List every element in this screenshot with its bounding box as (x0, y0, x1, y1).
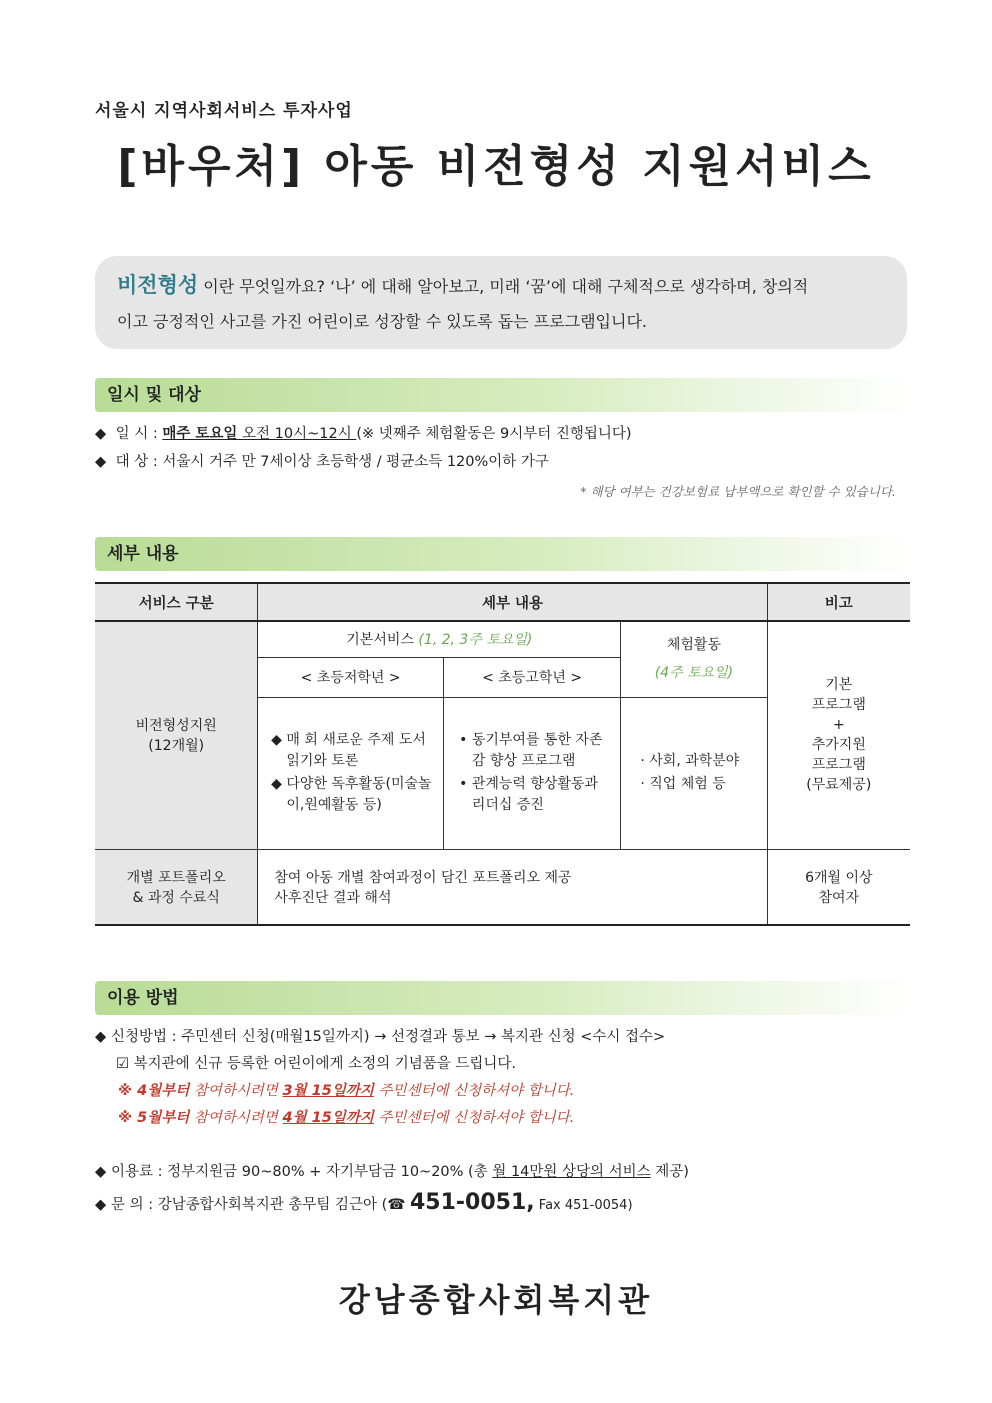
diamond-icon: ◆ (95, 1164, 107, 1180)
footer-org-name: 강남종합사회복지관 (338, 1281, 654, 1319)
list-item: ◆ 매 회 새로운 주제 도서 읽기와 토론 (286, 730, 432, 772)
details-heading: 세부 내용 (95, 537, 910, 571)
contact-text: 문 의 : 강남종합사회복지관 총무팀 김근아 ( (111, 1197, 388, 1213)
usage-note-1 (118, 1079, 574, 1100)
note1-end: 주민센터에 신청하셔야 합니다. (373, 1083, 575, 1099)
list-item: ◆ 다양한 독후활동(미술놀이,원예활동 등) (286, 774, 432, 816)
note1-deadline: 3월 15일까지 (282, 1083, 374, 1099)
row2-service (95, 849, 258, 925)
diamond-icon: ◆ (95, 454, 107, 470)
apply-text: 신청방법 : 주민센터 신청(매월15일까지) → 선정결과 통보 → 복지관 신청 <수시 접수> (111, 1029, 666, 1045)
diamond-icon: ◆ (95, 1029, 107, 1045)
diamond-icon: ◆ (95, 426, 107, 442)
row2-note-line: 참여자 (818, 889, 860, 906)
usage-gift-line (116, 1052, 516, 1073)
row1-service-name: 비전형성지원 (135, 718, 217, 735)
note2-end: 주민센터에 신청하셔야 합니다. (373, 1110, 575, 1126)
fee-underline: 월 14만원 상당의 서비스 (492, 1164, 651, 1180)
col-note: 비고 (767, 583, 910, 621)
activity-days: (4주 토요일) (654, 665, 734, 682)
col-service: 서비스 구분 (95, 583, 258, 621)
date-strong: 매주 토요일 (162, 426, 238, 442)
intro-line-2: 이고 긍정적인 사고를 가진 어린이로 성장할 수 있도록 돕는 프로그램입니다. (117, 312, 647, 331)
note2-deadline: 4월 15일까지 (282, 1110, 374, 1126)
note1-text: 참여하시려면 (189, 1083, 283, 1099)
schedule-footnote: * 해당 여부는 건강보험료 납부액으로 확인할 수 있습니다. (580, 484, 896, 499)
note-line: (무료제공) (806, 777, 872, 794)
note2-month: ※ 5월부터 (118, 1110, 190, 1126)
usage-heading: 이용 방법 (95, 981, 910, 1015)
intro-line-1 (117, 268, 893, 304)
row2-detail (258, 849, 767, 925)
row2-detail-line: 참여 아동 개별 참여과정이 담긴 포트폴리오 제공 (274, 869, 572, 886)
schedule-date-line (95, 422, 632, 443)
fax-number: Fax 451-0054) (534, 1198, 633, 1213)
row1-note (767, 621, 910, 849)
usage-apply-line (95, 1025, 665, 1046)
activity-items (621, 697, 767, 849)
list-item: • 관계능력 향상활동과 리더십 증진 (472, 774, 610, 816)
phone-icon: ☎ (387, 1197, 406, 1213)
date-label: 일 시 : (115, 426, 163, 442)
row2-note (767, 849, 910, 925)
usage-contact-line (95, 1190, 633, 1215)
lower-grade-items (258, 697, 443, 849)
fee-end: 제공) (650, 1164, 689, 1180)
list-item: • 동기부여를 통한 자존감 향상 프로그램 (472, 730, 610, 772)
date-note: (※ 넷째주 체험활동은 9시부터 진행됩니다) (356, 426, 632, 442)
list-item: · 사회, 과학분야 (649, 751, 756, 772)
basic-days: (1, 2, 3주 토요일) (418, 632, 533, 649)
target-label: 대 상 : (115, 454, 163, 470)
fee-text: 이용료 : 정부지원금 90~80% + 자기부담금 10~20% (총 (111, 1164, 493, 1180)
schedule-target-line (95, 450, 549, 471)
note-line: 프로그램 (811, 697, 866, 714)
basic-label: 기본서비스 (346, 632, 419, 649)
upper-grade-items (443, 697, 620, 849)
page-title: [바우처] 아동 비전형성 지원서비스 (117, 141, 875, 192)
subtitle: 서울시 지역사회서비스 투자사업 (95, 101, 353, 121)
note-line: 기본 (825, 677, 853, 694)
note-line: 추가지원 (811, 737, 866, 754)
row1-service (95, 621, 258, 849)
usage-note-2 (118, 1106, 574, 1127)
gift-text: 복지관에 신규 등록한 어린이에게 소정의 기념품을 드립니다. (133, 1056, 517, 1072)
row2-note-line: 6개월 이상 (805, 869, 873, 886)
row1-service-period: (12개월) (148, 738, 205, 755)
activity-header-cell (621, 621, 767, 697)
list-item: · 직업 체험 등 (649, 774, 756, 795)
usage-fee-line (95, 1160, 689, 1181)
lower-grade-header: < 초등저학년 > (258, 657, 443, 697)
row2-service-line: 개별 포트폴리오 (126, 869, 226, 886)
target-text: 서울시 거주 만 7세이상 초등학생 / 평균소득 120%이하 가구 (162, 454, 549, 470)
note1-month: ※ 4월부터 (118, 1083, 190, 1099)
activity-label: 체험활동 (666, 637, 721, 654)
intro-box (95, 256, 907, 349)
row2-detail-line: 사후진단 결과 해석 (274, 889, 392, 906)
col-detail: 세부 내용 (258, 583, 767, 621)
schedule-heading: 일시 및 대상 (95, 378, 910, 412)
note-line: 프로그램 (811, 757, 866, 774)
diamond-icon: ◆ (95, 1197, 107, 1213)
note2-text: 참여하시려면 (189, 1110, 283, 1126)
basic-service-cell (258, 621, 621, 657)
note-line: + (832, 717, 845, 734)
date-time: 오전 10시~12시 (237, 426, 357, 442)
checkbox-icon: ☑ (116, 1056, 129, 1072)
upper-grade-header: < 초등고학년 > (443, 657, 620, 697)
row2-service-line: & 과정 수료식 (132, 889, 220, 906)
details-table (95, 582, 910, 926)
intro-highlight: 비전형성 (117, 273, 199, 297)
phone-number: 451-0051, (410, 1190, 535, 1215)
intro-text-1: 이란 무엇일까요? ‘나’ 에 대해 알아보고, 미래 ‘꿈’에 대해 구체적으로 생각하며, 창의적 (198, 277, 809, 296)
